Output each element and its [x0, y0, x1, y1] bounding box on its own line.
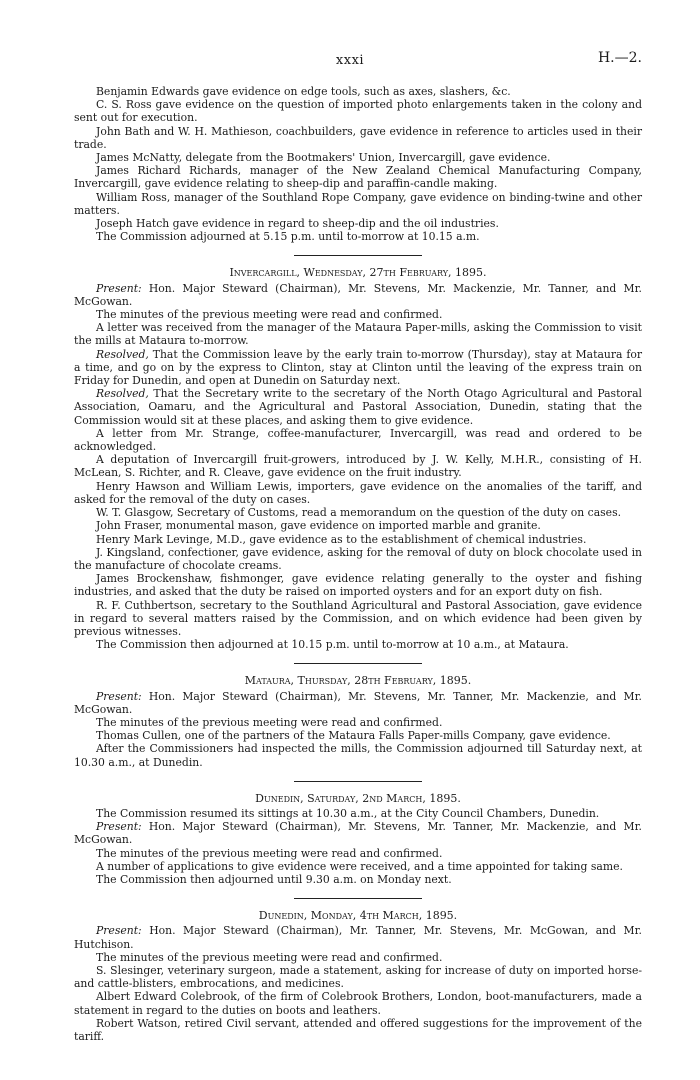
- present-label: Present:: [96, 924, 142, 938]
- paragraph: The Commission resumed its sittings at 10.30 a.m., at the City Council Chambers, Dunedin.: [96, 806, 600, 820]
- paragraph: The Commission then adjourned until 9.30 a.m. on Monday next.: [96, 872, 452, 886]
- section-heading: Mataura, Thursday, 28th February, 1895.: [244, 674, 472, 688]
- paragraph: Benjamin Edwards gave evidence on edge tools, such as axes, slashers, &c.: [96, 85, 511, 98]
- resolution-text: That the Secretary write to the secretary of the North Otago Agricultural and Pastoral Association, Oamaru, and the Agricultural and Pastoral Association, Dunedin, stating that the Commission would sit at these places, and asking them to give evidence.: [74, 387, 642, 427]
- paragraph: James McNatty, delegate from the Bootmakers' Union, Invercargill, gave evidence.: [96, 151, 551, 165]
- page-number: xxxi: [335, 53, 365, 68]
- present-paragraph: [74, 820, 642, 846]
- resolution-paragraph: [74, 387, 642, 427]
- paragraph: Thomas Cullen, one of the partners of the Mataura Falls Paper-mills Company, gave evidence.: [96, 729, 611, 743]
- paragraph: John Bath and W. H. Mathieson, coachbuilders, gave evidence in reference to articles used in their trade.: [74, 124, 642, 151]
- paragraph: The Commission adjourned at 5.15 p.m. until to-morrow at 10.15 a.m.: [96, 230, 480, 244]
- resolved-label: Resolved,: [96, 387, 149, 401]
- paragraph: W. T. Glasgow, Secretary of Customs, read a memorandum on the question of the duty on cases.: [96, 506, 622, 520]
- paragraph: Henry Mark Levinge, M.D., gave evidence as to the establishment of chemical industries.: [96, 532, 587, 546]
- present-text: Hon. Major Steward (Chairman), Mr. Stevens, Mr. Mackenzie, Mr. Tanner, and Mr. McGowan.: [74, 281, 642, 308]
- section-4: [74, 909, 642, 1043]
- section-0: [74, 85, 642, 243]
- paragraph: A number of applications to give evidence were received, and a time appointed for taking same.: [96, 859, 623, 873]
- section-divider: [294, 898, 422, 899]
- paragraph: The Commission then adjourned at 10.15 p.m. until to-morrow at 10 a.m., at Mataura.: [96, 638, 569, 652]
- present-text: Hon. Major Steward (Chairman), Mr. Stevens, Mr. Tanner, Mr. Mackenzie, and Mr. McGowan.: [74, 689, 642, 716]
- paragraph: James Brockenshaw, fishmonger, gave evidence relating generally to the oyster and fishing industries, and asked that the duty be raised on imported oysters and for an export duty on fish.: [74, 572, 642, 599]
- document-body: [74, 85, 642, 1043]
- paragraph: James Richard Richards, manager of the New Zealand Chemical Manufacturing Company, Invercargill, gave evidence relating to sheep-dip and paraffin-candle making.: [74, 164, 642, 191]
- resolution-paragraph: [74, 348, 642, 388]
- paragraph: Robert Watson, retired Civil servant, attended and offered suggestions for the improvement of the tariff.: [74, 1016, 642, 1043]
- paragraph: Joseph Hatch gave evidence in regard to sheep-dip and the oil industries.: [96, 217, 499, 231]
- present-text: Hon. Major Steward (Chairman), Mr. Tanner, Mr. Stevens, Mr. McGowan, and Mr. Hutchison.: [74, 924, 642, 951]
- page-reference: H.—2.: [597, 50, 642, 66]
- present-label: Present:: [96, 689, 142, 703]
- paragraph: A deputation of Invercargill fruit-growers, introduced by J. W. Kelly, M.H.R., consisting of H. McLean, S. Richter, and R. Cleave, gave evidence on the fruit industry.: [74, 453, 642, 480]
- paragraph: After the Commissioners had inspected the mills, the Commission adjourned till Saturday next, at 10.30 a.m., at Dunedin.: [74, 742, 642, 769]
- section-2: [74, 674, 642, 768]
- section-divider: [294, 663, 422, 664]
- section-divider: [294, 255, 422, 256]
- paragraph: Albert Edward Colebrook, of the firm of Colebrook Brothers, London, boot-manufacturers, made a statement in regard to the duties on boots and leathers.: [74, 990, 642, 1017]
- present-paragraph: [74, 924, 642, 950]
- paragraph: The minutes of the previous meeting were read and confirmed.: [96, 308, 443, 322]
- paragraph: The minutes of the previous meeting were read and confirmed.: [96, 950, 443, 964]
- resolved-label: Resolved,: [96, 347, 149, 361]
- present-paragraph: [74, 282, 642, 308]
- paragraph: J. Kingsland, confectioner, gave evidence, asking for the removal of duty on block chocolate used in the manufacture of chocolate creams.: [74, 545, 642, 572]
- paragraph: S. Slesinger, veterinary surgeon, made a statement, asking for increase of duty on imported horse- and cattle-blisters, embrocations, and medicines.: [74, 963, 642, 991]
- section-heading: Dunedin, Monday, 4th March, 1895.: [258, 909, 458, 923]
- present-text: Hon. Major Steward (Chairman), Mr. Stevens, Mr. Tanner, Mr. Mackenzie, and Mr. McGowan.: [74, 820, 642, 847]
- paragraph: A letter was received from the manager of the Mataura Paper-mills, asking the Commission to visit the mills at Mataura to-morrow.: [74, 321, 642, 348]
- present-label: Present:: [96, 820, 142, 834]
- paragraph: C. S. Ross gave evidence on the question of imported photo enlargements taken in the colony and sent out for execution.: [74, 98, 642, 125]
- section-heading: Dunedin, Saturday, 2nd March, 1895.: [255, 791, 461, 805]
- paragraph: The minutes of the previous meeting were read and confirmed.: [96, 715, 443, 729]
- paragraph: William Ross, manager of the Southland Rope Company, gave evidence on binding-twine and other matters.: [74, 190, 642, 217]
- section-3: [74, 792, 642, 886]
- section-divider: [294, 781, 422, 782]
- resolution-text: That the Commission leave by the early train to-morrow (Thursday), stay at Mataura for a time, and go on by the express to Clinton, stay at Clinton until the leaving of the express train on Friday for Dunedin, and open at Dunedin on Saturday next.: [74, 347, 642, 388]
- paragraph: John Fraser, monumental mason, gave evidence on imported marble and granite.: [96, 519, 541, 533]
- paragraph: Henry Hawson and William Lewis, importers, gave evidence on the anomalies of the tariff, and asked for the removal of the duty on cases.: [74, 479, 642, 506]
- present-paragraph: [74, 690, 642, 716]
- paragraph: The minutes of the previous meeting were read and confirmed.: [96, 846, 443, 860]
- paragraph: A letter from Mr. Strange, coffee-manufacturer, Invercargill, was read and ordered to be acknowledged.: [74, 426, 642, 454]
- section-heading: Invercargill, Wednesday, 27th February, 1895.: [229, 266, 487, 280]
- present-label: Present:: [96, 281, 142, 295]
- section-1: [74, 266, 642, 651]
- paragraph: R. F. Cuthbertson, secretary to the Southland Agricultural and Pastoral Association, gave evidence in regard to several matters raised by the Commission, and on which evidence had been given by previous witnesses.: [74, 598, 642, 638]
